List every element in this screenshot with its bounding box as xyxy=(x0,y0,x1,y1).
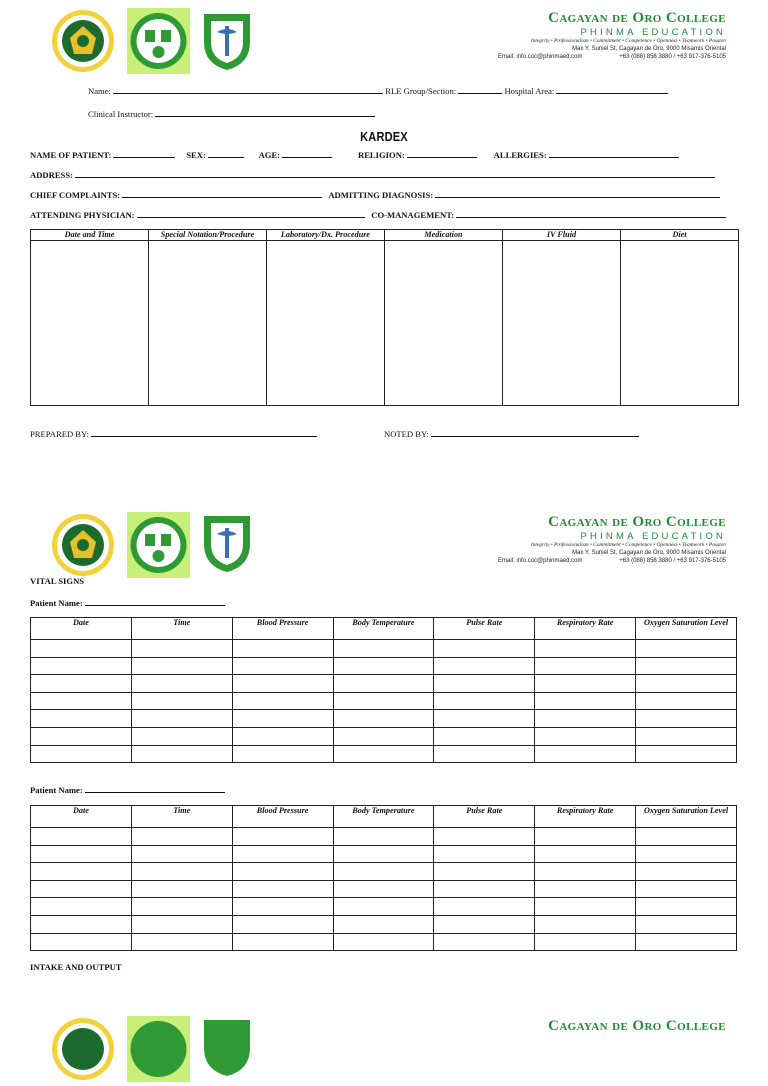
table-cell[interactable] xyxy=(232,828,333,846)
noted-label: NOTED BY: xyxy=(384,429,429,439)
table-cell[interactable] xyxy=(434,898,535,916)
vital-signs-heading: VITAL SIGNS xyxy=(30,576,85,586)
table-cell[interactable] xyxy=(232,675,333,693)
table-row xyxy=(31,863,737,881)
age-field[interactable] xyxy=(282,149,332,158)
table-cell[interactable] xyxy=(333,745,434,763)
college-seal-logo xyxy=(46,512,120,578)
college-name: Cagayan de Oro College xyxy=(548,10,726,26)
kardex-title: KARDEX xyxy=(360,129,408,144)
table-cell[interactable] xyxy=(535,880,636,898)
table-row xyxy=(31,241,739,406)
vitals-patient-label: Patient Name: xyxy=(30,785,83,795)
table-cell[interactable] xyxy=(131,675,232,693)
table-cell[interactable] xyxy=(131,657,232,675)
table-row xyxy=(31,727,737,745)
address-field[interactable] xyxy=(75,169,715,178)
college-of-nursing-logo xyxy=(202,1018,252,1078)
table-cell[interactable] xyxy=(636,880,737,898)
college-phone: +63 (088) 858 3880 / +63 917-376-5105 xyxy=(619,54,726,60)
kardex-col-header: Date and Time xyxy=(31,230,149,241)
table-cell[interactable] xyxy=(31,710,132,728)
phinma-education-logo xyxy=(127,1016,190,1082)
table-cell[interactable] xyxy=(636,710,737,728)
allergies-field[interactable] xyxy=(549,149,679,158)
name-label: Name: xyxy=(88,86,111,96)
physician-field[interactable] xyxy=(137,209,365,218)
table-cell[interactable] xyxy=(131,640,232,658)
table-cell[interactable] xyxy=(434,657,535,675)
table-cell[interactable] xyxy=(232,880,333,898)
table-cell[interactable] xyxy=(131,845,232,863)
kardex-col-header: IV Fluid xyxy=(503,230,621,241)
table-cell[interactable] xyxy=(434,710,535,728)
table-row xyxy=(31,898,737,916)
table-cell[interactable] xyxy=(535,692,636,710)
college-email: Email: info.coc@phinmaed.com xyxy=(498,54,583,60)
college-subtitle: PHINMA EDUCATION xyxy=(580,27,726,38)
table-cell[interactable] xyxy=(535,745,636,763)
prepared-label: PREPARED BY: xyxy=(30,429,89,439)
table-cell[interactable] xyxy=(149,241,267,406)
college-name: Cagayan de Oro College xyxy=(548,1018,726,1034)
table-cell[interactable] xyxy=(31,675,132,693)
college-email: Email: info.coc@phinmaed.com xyxy=(498,558,583,564)
table-cell[interactable] xyxy=(636,828,737,846)
diagnosis-label: ADMITTING DIAGNOSIS: xyxy=(328,190,434,200)
table-cell[interactable] xyxy=(636,933,737,951)
intake-output-heading: INTAKE AND OUTPUT xyxy=(30,962,122,972)
table-cell[interactable] xyxy=(434,915,535,933)
table-cell[interactable] xyxy=(535,727,636,745)
address-label: ADDRESS: xyxy=(30,170,73,180)
table-cell[interactable] xyxy=(333,863,434,881)
table-cell[interactable] xyxy=(636,745,737,763)
table-cell[interactable] xyxy=(31,845,132,863)
instructor-field[interactable] xyxy=(155,108,375,117)
table-cell[interactable] xyxy=(131,692,232,710)
table-cell[interactable] xyxy=(535,915,636,933)
religion-field[interactable] xyxy=(407,149,477,158)
table-cell[interactable] xyxy=(636,898,737,916)
prepared-field[interactable] xyxy=(91,428,317,437)
table-cell[interactable] xyxy=(535,863,636,881)
table-cell[interactable] xyxy=(333,915,434,933)
table-row xyxy=(31,915,737,933)
table-cell[interactable] xyxy=(131,880,232,898)
rle-field[interactable] xyxy=(458,85,502,94)
table-cell[interactable] xyxy=(131,933,232,951)
table-cell[interactable] xyxy=(535,828,636,846)
table-cell[interactable] xyxy=(31,915,132,933)
vitals-col-header: Blood Pressure xyxy=(232,618,333,640)
allergies-label: ALLERGIES: xyxy=(493,150,547,160)
college-contact xyxy=(494,53,726,61)
table-cell[interactable] xyxy=(31,241,149,406)
table-cell[interactable] xyxy=(434,933,535,951)
instructor-label: Clinical Instructor: xyxy=(88,109,154,119)
table-cell[interactable] xyxy=(636,640,737,658)
college-address: Max Y. Suniel St, Cagayan de Oro, 9000 Misamis Oriental xyxy=(572,46,726,52)
table-row xyxy=(31,640,737,658)
college-address: Max Y. Suniel St, Cagayan de Oro, 9000 Misamis Oriental xyxy=(572,550,726,556)
table-cell[interactable] xyxy=(131,710,232,728)
table-row xyxy=(31,675,737,693)
vitals-header-row xyxy=(31,806,737,828)
address-row xyxy=(30,169,715,181)
table-cell[interactable] xyxy=(232,710,333,728)
kardex-col-header: Laboratory/Dx. Procedure xyxy=(267,230,385,241)
table-cell[interactable] xyxy=(333,845,434,863)
table-cell[interactable] xyxy=(636,657,737,675)
college-seal-logo xyxy=(46,1016,120,1082)
table-cell[interactable] xyxy=(131,745,232,763)
table-cell[interactable] xyxy=(131,863,232,881)
table-cell[interactable] xyxy=(385,241,503,406)
table-cell[interactable] xyxy=(333,710,434,728)
patient-field[interactable] xyxy=(113,149,175,158)
table-cell[interactable] xyxy=(434,675,535,693)
page-header xyxy=(0,8,768,78)
noted-row xyxy=(384,428,639,440)
table-cell[interactable] xyxy=(131,828,232,846)
table-cell[interactable] xyxy=(535,640,636,658)
noted-field[interactable] xyxy=(431,428,639,437)
table-cell[interactable] xyxy=(535,675,636,693)
table-cell[interactable] xyxy=(131,898,232,916)
table-cell[interactable] xyxy=(232,727,333,745)
rle-label: RLE Group/Section: xyxy=(385,86,457,96)
vitals-col-header: Pulse Rate xyxy=(434,806,535,828)
table-cell[interactable] xyxy=(434,863,535,881)
table-cell[interactable] xyxy=(232,863,333,881)
comanagement-label: CO-MANAGEMENT: xyxy=(371,210,455,220)
college-name: Cagayan de Oro College xyxy=(548,514,726,530)
table-cell[interactable] xyxy=(131,915,232,933)
vitals-col-header: Respiratory Rate xyxy=(535,806,636,828)
vitals-patient-row-2 xyxy=(30,784,225,796)
table-row xyxy=(31,710,737,728)
vital-signs-table xyxy=(30,805,737,951)
table-cell[interactable] xyxy=(232,933,333,951)
table-cell[interactable] xyxy=(333,828,434,846)
religion-label: RELIGION: xyxy=(357,150,405,160)
vitals-col-header: Blood Pressure xyxy=(232,806,333,828)
prepared-row xyxy=(30,428,317,440)
complaints-row xyxy=(30,189,720,201)
vitals-col-header: Pulse Rate xyxy=(434,618,535,640)
table-row xyxy=(31,657,737,675)
kardex-header-row xyxy=(31,230,739,241)
table-cell[interactable] xyxy=(232,898,333,916)
vitals-patient-label: Patient Name: xyxy=(30,598,83,608)
table-cell[interactable] xyxy=(636,915,737,933)
sex-label: SEX: xyxy=(186,150,206,160)
college-of-nursing-logo xyxy=(202,514,252,574)
vitals-col-header: Body Temperature xyxy=(333,806,434,828)
table-cell[interactable] xyxy=(333,727,434,745)
name-field[interactable] xyxy=(113,85,383,94)
table-cell[interactable] xyxy=(333,657,434,675)
page-header xyxy=(0,512,768,582)
table-cell[interactable] xyxy=(232,692,333,710)
table-cell[interactable] xyxy=(503,241,621,406)
vitals-header-row xyxy=(31,618,737,640)
phinma-education-logo xyxy=(127,512,190,578)
college-of-nursing-logo xyxy=(202,12,252,72)
vitals-col-header: Date xyxy=(31,618,132,640)
vitals-patient-row-1 xyxy=(30,597,225,609)
vital-signs-table xyxy=(30,617,737,763)
table-cell[interactable] xyxy=(31,657,132,675)
table-cell[interactable] xyxy=(535,710,636,728)
physician-label: ATTENDING PHYSICIAN: xyxy=(30,210,135,220)
table-cell[interactable] xyxy=(636,845,737,863)
vitals-col-header: Oxygen Saturation Level xyxy=(636,618,737,640)
table-cell[interactable] xyxy=(31,933,132,951)
physician-row xyxy=(30,209,726,221)
hospital-field[interactable] xyxy=(556,85,668,94)
table-cell[interactable] xyxy=(232,745,333,763)
table-cell[interactable] xyxy=(333,898,434,916)
table-cell[interactable] xyxy=(232,640,333,658)
instructor-row xyxy=(88,108,375,120)
table-cell[interactable] xyxy=(333,640,434,658)
diagnosis-field[interactable] xyxy=(435,189,720,198)
table-cell[interactable] xyxy=(535,933,636,951)
college-seal-logo xyxy=(46,8,120,74)
table-cell[interactable] xyxy=(31,880,132,898)
college-motto: Integrity • Professionalism • Commitment • Competence • Openness • Teamwork • Passion xyxy=(530,542,726,548)
patient-row xyxy=(30,149,679,161)
table-cell[interactable] xyxy=(31,640,132,658)
table-cell[interactable] xyxy=(333,692,434,710)
vitals-col-header: Time xyxy=(131,806,232,828)
table-row xyxy=(31,745,737,763)
vitals-col-header: Body Temperature xyxy=(333,618,434,640)
vitals-patient-field[interactable] xyxy=(85,597,225,606)
kardex-table xyxy=(30,229,739,406)
table-row xyxy=(31,880,737,898)
table-cell[interactable] xyxy=(434,692,535,710)
student-info-row xyxy=(88,85,668,97)
phinma-education-logo xyxy=(127,8,190,74)
table-cell[interactable] xyxy=(333,933,434,951)
table-cell[interactable] xyxy=(636,863,737,881)
table-cell[interactable] xyxy=(232,915,333,933)
complaints-label: CHIEF COMPLAINTS: xyxy=(30,190,121,200)
vitals-col-header: Oxygen Saturation Level xyxy=(636,806,737,828)
hospital-label: Hospital Area: xyxy=(504,86,555,96)
table-cell[interactable] xyxy=(31,828,132,846)
kardex-col-header: Special Notation/Procedure xyxy=(149,230,267,241)
table-cell[interactable] xyxy=(535,898,636,916)
vitals-patient-field[interactable] xyxy=(85,784,225,793)
college-subtitle: PHINMA EDUCATION xyxy=(580,531,726,542)
comanagement-field[interactable] xyxy=(456,209,726,218)
college-contact xyxy=(494,557,726,565)
kardex-col-header: Diet xyxy=(621,230,739,241)
table-cell[interactable] xyxy=(434,845,535,863)
complaints-field[interactable] xyxy=(122,189,322,198)
college-info xyxy=(494,10,726,61)
table-cell[interactable] xyxy=(621,241,739,406)
college-info xyxy=(494,514,726,565)
table-cell[interactable] xyxy=(333,675,434,693)
age-label: AGE: xyxy=(258,150,281,160)
table-cell[interactable] xyxy=(434,880,535,898)
sex-field[interactable] xyxy=(208,149,244,158)
table-cell[interactable] xyxy=(232,657,333,675)
table-cell[interactable] xyxy=(31,727,132,745)
table-cell[interactable] xyxy=(535,657,636,675)
table-row xyxy=(31,692,737,710)
table-cell[interactable] xyxy=(31,898,132,916)
college-info xyxy=(494,1018,726,1035)
table-cell[interactable] xyxy=(636,692,737,710)
table-row xyxy=(31,933,737,951)
table-cell[interactable] xyxy=(131,727,232,745)
table-cell[interactable] xyxy=(31,692,132,710)
table-row xyxy=(31,828,737,846)
table-cell[interactable] xyxy=(636,675,737,693)
table-cell[interactable] xyxy=(333,880,434,898)
page-header xyxy=(0,1016,768,1086)
table-cell[interactable] xyxy=(434,727,535,745)
vitals-col-header: Date xyxy=(31,806,132,828)
table-row xyxy=(31,845,737,863)
vitals-col-header: Respiratory Rate xyxy=(535,618,636,640)
patient-label: NAME OF PATIENT: xyxy=(30,150,112,160)
table-cell[interactable] xyxy=(535,845,636,863)
kardex-col-header: Medication xyxy=(385,230,503,241)
table-cell[interactable] xyxy=(434,640,535,658)
table-cell[interactable] xyxy=(434,828,535,846)
table-cell[interactable] xyxy=(636,727,737,745)
table-cell[interactable] xyxy=(31,863,132,881)
vitals-col-header: Time xyxy=(131,618,232,640)
table-cell[interactable] xyxy=(232,845,333,863)
college-motto: Integrity • Professionalism • Commitment • Competence • Openness • Teamwork • Passion xyxy=(530,38,726,44)
table-cell[interactable] xyxy=(31,745,132,763)
table-cell[interactable] xyxy=(267,241,385,406)
table-cell[interactable] xyxy=(434,745,535,763)
college-phone: +63 (088) 858 3880 / +63 917-376-5105 xyxy=(619,558,726,564)
